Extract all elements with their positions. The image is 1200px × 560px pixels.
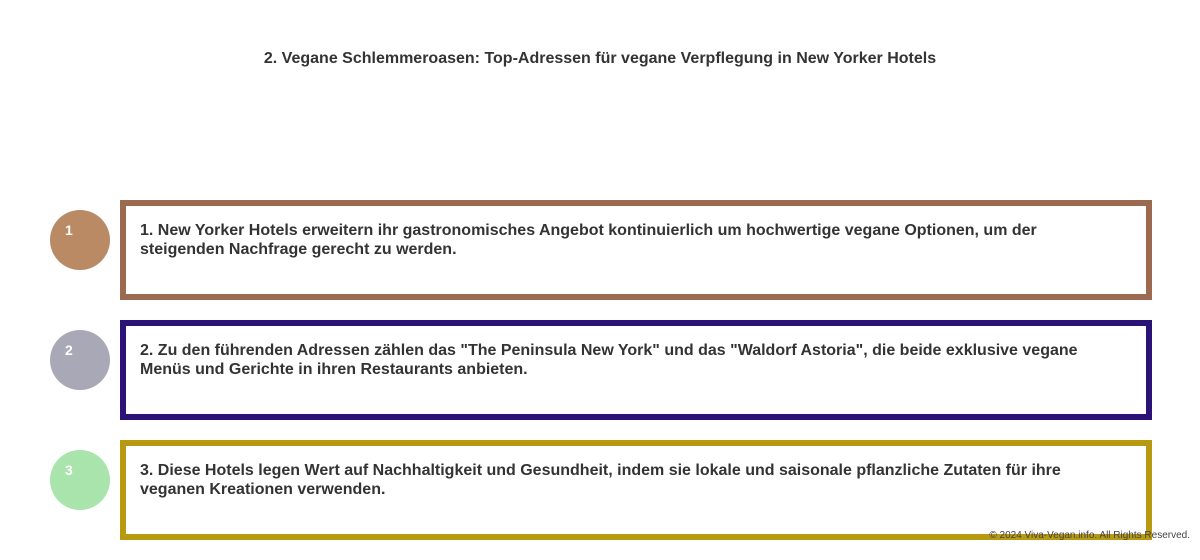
- badge-number: 3: [65, 462, 73, 478]
- copyright-footer: © 2024 Viva-Vegan.info. All Rights Reserved.: [989, 530, 1190, 541]
- list-item-1: [50, 200, 1152, 300]
- item-text: 3. Diese Hotels legen Wert auf Nachhaltigkeit und Gesundheit, indem sie lokale und saisonale pflanzliche Zutaten für ihre veganen Kreationen verwenden.: [140, 462, 1061, 498]
- item-text: 1. New Yorker Hotels erweitern ihr gastronomisches Angebot kontinuierlich um hochwertige vegane Optionen, um der steigenden Nachfrage gerecht zu werden.: [140, 222, 1037, 258]
- text-box-1: [120, 200, 1152, 300]
- number-badge-3: [50, 450, 110, 510]
- list-item-2: [50, 320, 1152, 420]
- text-box-3: [120, 440, 1152, 540]
- number-badge-1: [50, 210, 110, 270]
- page-title: 2. Vegane Schlemmeroasen: Top-Adressen für vegane Verpflegung in New Yorker Hotels: [263, 50, 937, 67]
- text-box-2: [120, 320, 1152, 420]
- list-item-3: [50, 440, 1152, 540]
- badge-number: 1: [65, 222, 73, 238]
- number-badge-2: [50, 330, 110, 390]
- item-text: 2. Zu den führenden Adressen zählen das "The Peninsula New York" und das "Waldorf Astoria", die beide exklusive vegane Menüs und Gerichte in ihren Restaurants anbieten.: [140, 342, 1078, 378]
- badge-number: 2: [65, 342, 73, 358]
